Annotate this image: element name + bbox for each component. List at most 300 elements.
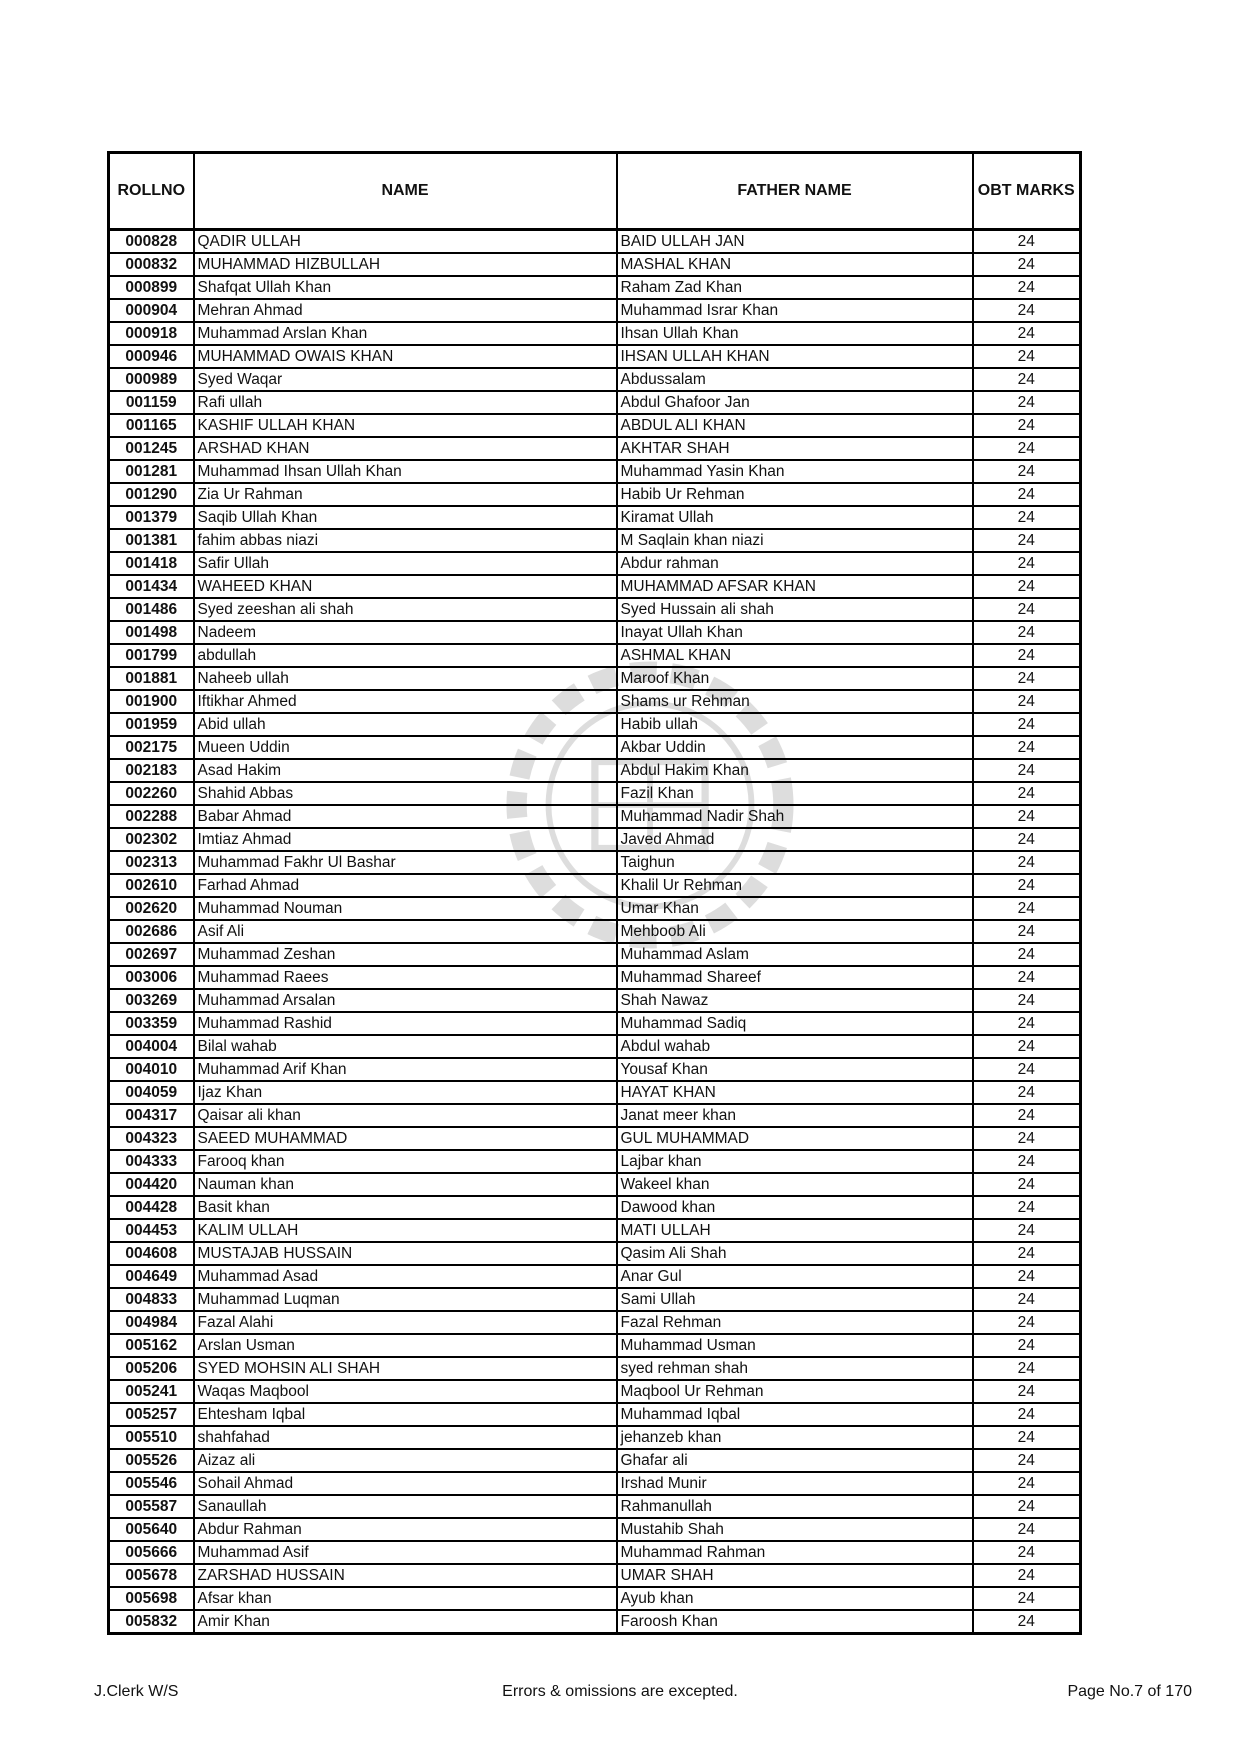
cell-father-name: Dawood khan xyxy=(617,1196,973,1219)
cell-name: Saqib Ullah Khan xyxy=(194,506,617,529)
table-row xyxy=(109,1610,1081,1634)
table-row xyxy=(109,805,1081,828)
cell-name: ARSHAD KHAN xyxy=(194,437,617,460)
cell-name: Babar Ahmad xyxy=(194,805,617,828)
cell-father-name: Lajbar khan xyxy=(617,1150,973,1173)
cell-rollno: 001881 xyxy=(109,667,194,690)
cell-rollno: 000899 xyxy=(109,276,194,299)
cell-obt-marks: 24 xyxy=(973,1311,1081,1334)
cell-name: Imtiaz Ahmad xyxy=(194,828,617,851)
cell-rollno: 005526 xyxy=(109,1449,194,1472)
table-row xyxy=(109,299,1081,322)
table-row xyxy=(109,1403,1081,1426)
cell-name: fahim abbas niazi xyxy=(194,529,617,552)
cell-obt-marks: 24 xyxy=(973,1541,1081,1564)
cell-rollno: 002610 xyxy=(109,874,194,897)
cell-father-name: MUHAMMAD AFSAR KHAN xyxy=(617,575,973,598)
cell-name: Muhammad Arif Khan xyxy=(194,1058,617,1081)
cell-father-name: BAID ULLAH JAN xyxy=(617,230,973,254)
table-row xyxy=(109,575,1081,598)
cell-father-name: Abdul Ghafoor Jan xyxy=(617,391,973,414)
cell-father-name: Muhammad Shareef xyxy=(617,966,973,989)
cell-name: Muhammad Raees xyxy=(194,966,617,989)
cell-obt-marks: 24 xyxy=(973,1173,1081,1196)
cell-name: Naheeb ullah xyxy=(194,667,617,690)
cell-rollno: 004317 xyxy=(109,1104,194,1127)
cell-name: Qaisar ali khan xyxy=(194,1104,617,1127)
cell-name: Safir Ullah xyxy=(194,552,617,575)
cell-rollno: 004833 xyxy=(109,1288,194,1311)
table-row xyxy=(109,1357,1081,1380)
cell-obt-marks: 24 xyxy=(973,644,1081,667)
cell-name: Farooq khan xyxy=(194,1150,617,1173)
table-row xyxy=(109,690,1081,713)
cell-rollno: 003269 xyxy=(109,989,194,1012)
cell-name: Sanaullah xyxy=(194,1495,617,1518)
cell-obt-marks: 24 xyxy=(973,1380,1081,1403)
cell-rollno: 002175 xyxy=(109,736,194,759)
cell-obt-marks: 24 xyxy=(973,782,1081,805)
cell-father-name: Muhammad Aslam xyxy=(617,943,973,966)
cell-rollno: 004428 xyxy=(109,1196,194,1219)
cell-rollno: 002302 xyxy=(109,828,194,851)
cell-name: Muhammad Zeshan xyxy=(194,943,617,966)
table-row xyxy=(109,828,1081,851)
cell-obt-marks: 24 xyxy=(973,1058,1081,1081)
cell-name: MUHAMMAD HIZBULLAH xyxy=(194,253,617,276)
cell-rollno: 001498 xyxy=(109,621,194,644)
cell-name: Aizaz ali xyxy=(194,1449,617,1472)
table-row xyxy=(109,1449,1081,1472)
cell-father-name: Anar Gul xyxy=(617,1265,973,1288)
cell-father-name: Fazil Khan xyxy=(617,782,973,805)
cell-name: Muhammad Arslan Khan xyxy=(194,322,617,345)
cell-father-name: Abdussalam xyxy=(617,368,973,391)
cell-father-name: Abdul wahab xyxy=(617,1035,973,1058)
table-row xyxy=(109,276,1081,299)
cell-rollno: 002183 xyxy=(109,759,194,782)
cell-father-name: Wakeel khan xyxy=(617,1173,973,1196)
cell-rollno: 004323 xyxy=(109,1127,194,1150)
cell-father-name: Ihsan Ullah Khan xyxy=(617,322,973,345)
cell-name: Rafi ullah xyxy=(194,391,617,414)
table-row xyxy=(109,920,1081,943)
cell-name: Muhammad Rashid xyxy=(194,1012,617,1035)
cell-obt-marks: 24 xyxy=(973,299,1081,322)
header-name: NAME xyxy=(194,153,617,230)
cell-father-name: IHSAN ULLAH KHAN xyxy=(617,345,973,368)
table-row xyxy=(109,529,1081,552)
cell-name: QADIR ULLAH xyxy=(194,230,617,254)
cell-obt-marks: 24 xyxy=(973,575,1081,598)
table-row xyxy=(109,1173,1081,1196)
table-row xyxy=(109,1196,1081,1219)
cell-name: Muhammad Luqman xyxy=(194,1288,617,1311)
cell-father-name: Qasim Ali Shah xyxy=(617,1242,973,1265)
cell-obt-marks: 24 xyxy=(973,1426,1081,1449)
cell-name: WAHEED KHAN xyxy=(194,575,617,598)
cell-father-name: ABDUL ALI KHAN xyxy=(617,414,973,437)
cell-obt-marks: 24 xyxy=(973,483,1081,506)
cell-name: Abid ullah xyxy=(194,713,617,736)
cell-father-name: Umar Khan xyxy=(617,897,973,920)
table-row xyxy=(109,345,1081,368)
cell-rollno: 002260 xyxy=(109,782,194,805)
cell-obt-marks: 24 xyxy=(973,1564,1081,1587)
cell-father-name: M Saqlain khan niazi xyxy=(617,529,973,552)
cell-name: Shafqat Ullah Khan xyxy=(194,276,617,299)
cell-rollno: 004984 xyxy=(109,1311,194,1334)
cell-father-name: Maroof Khan xyxy=(617,667,973,690)
table-row xyxy=(109,1311,1081,1334)
cell-name: Muhammad Asad xyxy=(194,1265,617,1288)
table-row xyxy=(109,1081,1081,1104)
table-row xyxy=(109,483,1081,506)
table-row xyxy=(109,621,1081,644)
cell-rollno: 002686 xyxy=(109,920,194,943)
cell-father-name: Muhammad Nadir Shah xyxy=(617,805,973,828)
table-row xyxy=(109,1334,1081,1357)
cell-obt-marks: 24 xyxy=(973,322,1081,345)
cell-obt-marks: 24 xyxy=(973,1127,1081,1150)
cell-name: Sohail Ahmad xyxy=(194,1472,617,1495)
cell-father-name: HAYAT KHAN xyxy=(617,1081,973,1104)
cell-father-name: Maqbool Ur Rehman xyxy=(617,1380,973,1403)
cell-father-name: UMAR SHAH xyxy=(617,1564,973,1587)
cell-name: SYED MOHSIN ALI SHAH xyxy=(194,1357,617,1380)
cell-obt-marks: 24 xyxy=(973,1104,1081,1127)
cell-father-name: Irshad Munir xyxy=(617,1472,973,1495)
cell-name: Muhammad Arsalan xyxy=(194,989,617,1012)
cell-name: shahfahad xyxy=(194,1426,617,1449)
table-row xyxy=(109,667,1081,690)
cell-obt-marks: 24 xyxy=(973,437,1081,460)
cell-name: Syed Waqar xyxy=(194,368,617,391)
cell-father-name: Rahmanullah xyxy=(617,1495,973,1518)
cell-father-name: Sami Ullah xyxy=(617,1288,973,1311)
cell-father-name: MASHAL KHAN xyxy=(617,253,973,276)
cell-obt-marks: 24 xyxy=(973,1288,1081,1311)
cell-father-name: syed rehman shah xyxy=(617,1357,973,1380)
table-row xyxy=(109,759,1081,782)
cell-obt-marks: 24 xyxy=(973,506,1081,529)
cell-obt-marks: 24 xyxy=(973,966,1081,989)
cell-name: Afsar khan xyxy=(194,1587,617,1610)
footer-clerk: J.Clerk W/S xyxy=(94,1683,179,1700)
cell-obt-marks: 24 xyxy=(973,230,1081,254)
cell-rollno: 002313 xyxy=(109,851,194,874)
cell-father-name: Muhammad Usman xyxy=(617,1334,973,1357)
table-row xyxy=(109,460,1081,483)
cell-father-name: Ghafar ali xyxy=(617,1449,973,1472)
cell-rollno: 004059 xyxy=(109,1081,194,1104)
cell-obt-marks: 24 xyxy=(973,1610,1081,1634)
table-row xyxy=(109,1058,1081,1081)
cell-obt-marks: 24 xyxy=(973,713,1081,736)
cell-rollno: 002697 xyxy=(109,943,194,966)
cell-rollno: 000832 xyxy=(109,253,194,276)
cell-name: Abdur Rahman xyxy=(194,1518,617,1541)
cell-father-name: Yousaf Khan xyxy=(617,1058,973,1081)
cell-name: Ehtesham Iqbal xyxy=(194,1403,617,1426)
cell-father-name: Muhammad Yasin Khan xyxy=(617,460,973,483)
cell-obt-marks: 24 xyxy=(973,621,1081,644)
cell-rollno: 004649 xyxy=(109,1265,194,1288)
cell-name: MUSTAJAB HUSSAIN xyxy=(194,1242,617,1265)
cell-father-name: Habib Ur Rehman xyxy=(617,483,973,506)
cell-rollno: 001159 xyxy=(109,391,194,414)
cell-father-name: Janat meer khan xyxy=(617,1104,973,1127)
cell-name: Shahid Abbas xyxy=(194,782,617,805)
cell-rollno: 001959 xyxy=(109,713,194,736)
cell-rollno: 001379 xyxy=(109,506,194,529)
table-row xyxy=(109,322,1081,345)
cell-rollno: 001290 xyxy=(109,483,194,506)
cell-rollno: 003006 xyxy=(109,966,194,989)
cell-obt-marks: 24 xyxy=(973,1242,1081,1265)
header-rollno: ROLLNO xyxy=(109,153,194,230)
cell-obt-marks: 24 xyxy=(973,391,1081,414)
cell-rollno: 000918 xyxy=(109,322,194,345)
table-row xyxy=(109,1426,1081,1449)
cell-father-name: Inayat Ullah Khan xyxy=(617,621,973,644)
table-row xyxy=(109,644,1081,667)
header-row xyxy=(109,153,1081,230)
cell-rollno: 004333 xyxy=(109,1150,194,1173)
cell-obt-marks: 24 xyxy=(973,828,1081,851)
cell-rollno: 001799 xyxy=(109,644,194,667)
cell-name: Arslan Usman xyxy=(194,1334,617,1357)
table-row xyxy=(109,943,1081,966)
cell-name: Bilal wahab xyxy=(194,1035,617,1058)
cell-rollno: 005832 xyxy=(109,1610,194,1634)
cell-father-name: Abdur rahman xyxy=(617,552,973,575)
cell-name: Nadeem xyxy=(194,621,617,644)
cell-father-name: GUL MUHAMMAD xyxy=(617,1127,973,1150)
table-row xyxy=(109,1495,1081,1518)
cell-name: Farhad Ahmad xyxy=(194,874,617,897)
table-row xyxy=(109,851,1081,874)
cell-name: Muhammad Asif xyxy=(194,1541,617,1564)
cell-rollno: 001281 xyxy=(109,460,194,483)
cell-obt-marks: 24 xyxy=(973,805,1081,828)
table-row xyxy=(109,506,1081,529)
cell-name: Zia Ur Rahman xyxy=(194,483,617,506)
table-row xyxy=(109,1564,1081,1587)
cell-obt-marks: 24 xyxy=(973,1081,1081,1104)
cell-obt-marks: 24 xyxy=(973,690,1081,713)
cell-rollno: 001381 xyxy=(109,529,194,552)
table-row xyxy=(109,391,1081,414)
cell-obt-marks: 24 xyxy=(973,1449,1081,1472)
results-sheet xyxy=(107,151,1079,1635)
cell-obt-marks: 24 xyxy=(973,874,1081,897)
cell-obt-marks: 24 xyxy=(973,1219,1081,1242)
table-row xyxy=(109,966,1081,989)
cell-name: Muhammad Fakhr Ul Bashar xyxy=(194,851,617,874)
cell-rollno: 002620 xyxy=(109,897,194,920)
cell-rollno: 005640 xyxy=(109,1518,194,1541)
cell-father-name: jehanzeb khan xyxy=(617,1426,973,1449)
cell-obt-marks: 24 xyxy=(973,1035,1081,1058)
cell-father-name: ASHMAL KHAN xyxy=(617,644,973,667)
cell-father-name: Abdul Hakim Khan xyxy=(617,759,973,782)
table-row xyxy=(109,713,1081,736)
cell-obt-marks: 24 xyxy=(973,414,1081,437)
cell-name: abdullah xyxy=(194,644,617,667)
cell-obt-marks: 24 xyxy=(973,276,1081,299)
table-row xyxy=(109,414,1081,437)
table-row xyxy=(109,230,1081,254)
cell-obt-marks: 24 xyxy=(973,1150,1081,1173)
cell-rollno: 005162 xyxy=(109,1334,194,1357)
cell-rollno: 005666 xyxy=(109,1541,194,1564)
cell-father-name: Muhammad Sadiq xyxy=(617,1012,973,1035)
cell-rollno: 005510 xyxy=(109,1426,194,1449)
cell-obt-marks: 24 xyxy=(973,1587,1081,1610)
table-row xyxy=(109,368,1081,391)
cell-name: Muhammad Ihsan Ullah Khan xyxy=(194,460,617,483)
cell-obt-marks: 24 xyxy=(973,1265,1081,1288)
cell-rollno: 000828 xyxy=(109,230,194,254)
cell-name: Mueen Uddin xyxy=(194,736,617,759)
cell-rollno: 004453 xyxy=(109,1219,194,1242)
cell-rollno: 003359 xyxy=(109,1012,194,1035)
cell-rollno: 002288 xyxy=(109,805,194,828)
cell-obt-marks: 24 xyxy=(973,851,1081,874)
cell-obt-marks: 24 xyxy=(973,345,1081,368)
cell-rollno: 001900 xyxy=(109,690,194,713)
table-row xyxy=(109,1219,1081,1242)
cell-name: KASHIF ULLAH KHAN xyxy=(194,414,617,437)
table-row xyxy=(109,736,1081,759)
cell-rollno: 005587 xyxy=(109,1495,194,1518)
cell-obt-marks: 24 xyxy=(973,1196,1081,1219)
cell-father-name: Mustahib Shah xyxy=(617,1518,973,1541)
cell-obt-marks: 24 xyxy=(973,920,1081,943)
cell-obt-marks: 24 xyxy=(973,598,1081,621)
cell-rollno: 001486 xyxy=(109,598,194,621)
cell-father-name: Shams ur Rehman xyxy=(617,690,973,713)
header-father-name: FATHER NAME xyxy=(617,153,973,230)
cell-father-name: Akbar Uddin xyxy=(617,736,973,759)
cell-obt-marks: 24 xyxy=(973,1518,1081,1541)
table-row xyxy=(109,598,1081,621)
cell-name: Mehran Ahmad xyxy=(194,299,617,322)
table-row xyxy=(109,897,1081,920)
cell-obt-marks: 24 xyxy=(973,1334,1081,1357)
cell-father-name: Ayub khan xyxy=(617,1587,973,1610)
cell-father-name: Taighun xyxy=(617,851,973,874)
cell-obt-marks: 24 xyxy=(973,1357,1081,1380)
cell-obt-marks: 24 xyxy=(973,736,1081,759)
cell-father-name: Habib ullah xyxy=(617,713,973,736)
cell-father-name: Raham Zad Khan xyxy=(617,276,973,299)
cell-name: MUHAMMAD OWAIS KHAN xyxy=(194,345,617,368)
cell-obt-marks: 24 xyxy=(973,1495,1081,1518)
cell-name: SAEED MUHAMMAD xyxy=(194,1127,617,1150)
cell-father-name: Shah Nawaz xyxy=(617,989,973,1012)
cell-father-name: Mehboob Ali xyxy=(617,920,973,943)
cell-obt-marks: 24 xyxy=(973,460,1081,483)
cell-rollno: 005698 xyxy=(109,1587,194,1610)
table-row xyxy=(109,1265,1081,1288)
cell-obt-marks: 24 xyxy=(973,529,1081,552)
results-table xyxy=(107,151,1082,1635)
table-row xyxy=(109,1150,1081,1173)
table-row xyxy=(109,1035,1081,1058)
cell-name: Asif Ali xyxy=(194,920,617,943)
cell-rollno: 004010 xyxy=(109,1058,194,1081)
cell-name: KALIM ULLAH xyxy=(194,1219,617,1242)
cell-obt-marks: 24 xyxy=(973,989,1081,1012)
cell-father-name: Syed Hussain ali shah xyxy=(617,598,973,621)
cell-rollno: 000946 xyxy=(109,345,194,368)
cell-father-name: Khalil Ur Rehman xyxy=(617,874,973,897)
table-row xyxy=(109,1127,1081,1150)
table-row xyxy=(109,1472,1081,1495)
cell-obt-marks: 24 xyxy=(973,1472,1081,1495)
table-row xyxy=(109,1587,1081,1610)
table-row xyxy=(109,874,1081,897)
cell-father-name: Javed Ahmad xyxy=(617,828,973,851)
cell-rollno: 000904 xyxy=(109,299,194,322)
cell-obt-marks: 24 xyxy=(973,943,1081,966)
cell-rollno: 005241 xyxy=(109,1380,194,1403)
cell-rollno: 001418 xyxy=(109,552,194,575)
cell-father-name: Muhammad Israr Khan xyxy=(617,299,973,322)
cell-obt-marks: 24 xyxy=(973,552,1081,575)
table-row xyxy=(109,1242,1081,1265)
table-row xyxy=(109,437,1081,460)
cell-name: ZARSHAD HUSSAIN xyxy=(194,1564,617,1587)
cell-rollno: 004608 xyxy=(109,1242,194,1265)
cell-father-name: AKHTAR SHAH xyxy=(617,437,973,460)
cell-name: Ijaz Khan xyxy=(194,1081,617,1104)
cell-rollno: 005678 xyxy=(109,1564,194,1587)
cell-name: Iftikhar Ahmed xyxy=(194,690,617,713)
table-row xyxy=(109,1541,1081,1564)
cell-obt-marks: 24 xyxy=(973,253,1081,276)
cell-father-name: Kiramat Ullah xyxy=(617,506,973,529)
cell-rollno: 004004 xyxy=(109,1035,194,1058)
cell-father-name: Fazal Rehman xyxy=(617,1311,973,1334)
cell-father-name: MATI ULLAH xyxy=(617,1219,973,1242)
cell-name: Fazal Alahi xyxy=(194,1311,617,1334)
table-row xyxy=(109,1104,1081,1127)
cell-name: Amir Khan xyxy=(194,1610,617,1634)
cell-father-name: Faroosh Khan xyxy=(617,1610,973,1634)
cell-rollno: 001245 xyxy=(109,437,194,460)
footer-disclaimer: Errors & omissions are excepted. xyxy=(502,1683,738,1700)
cell-rollno: 001165 xyxy=(109,414,194,437)
table-row xyxy=(109,1518,1081,1541)
table-row xyxy=(109,782,1081,805)
cell-rollno: 004420 xyxy=(109,1173,194,1196)
table-row xyxy=(109,1380,1081,1403)
footer-page-number: Page No.7 of 170 xyxy=(1067,1683,1192,1700)
table-row xyxy=(109,1012,1081,1035)
table-row xyxy=(109,253,1081,276)
cell-rollno: 005546 xyxy=(109,1472,194,1495)
table-row xyxy=(109,552,1081,575)
table-row xyxy=(109,1288,1081,1311)
cell-obt-marks: 24 xyxy=(973,368,1081,391)
cell-rollno: 001434 xyxy=(109,575,194,598)
table-row xyxy=(109,989,1081,1012)
cell-obt-marks: 24 xyxy=(973,897,1081,920)
cell-name: Nauman khan xyxy=(194,1173,617,1196)
